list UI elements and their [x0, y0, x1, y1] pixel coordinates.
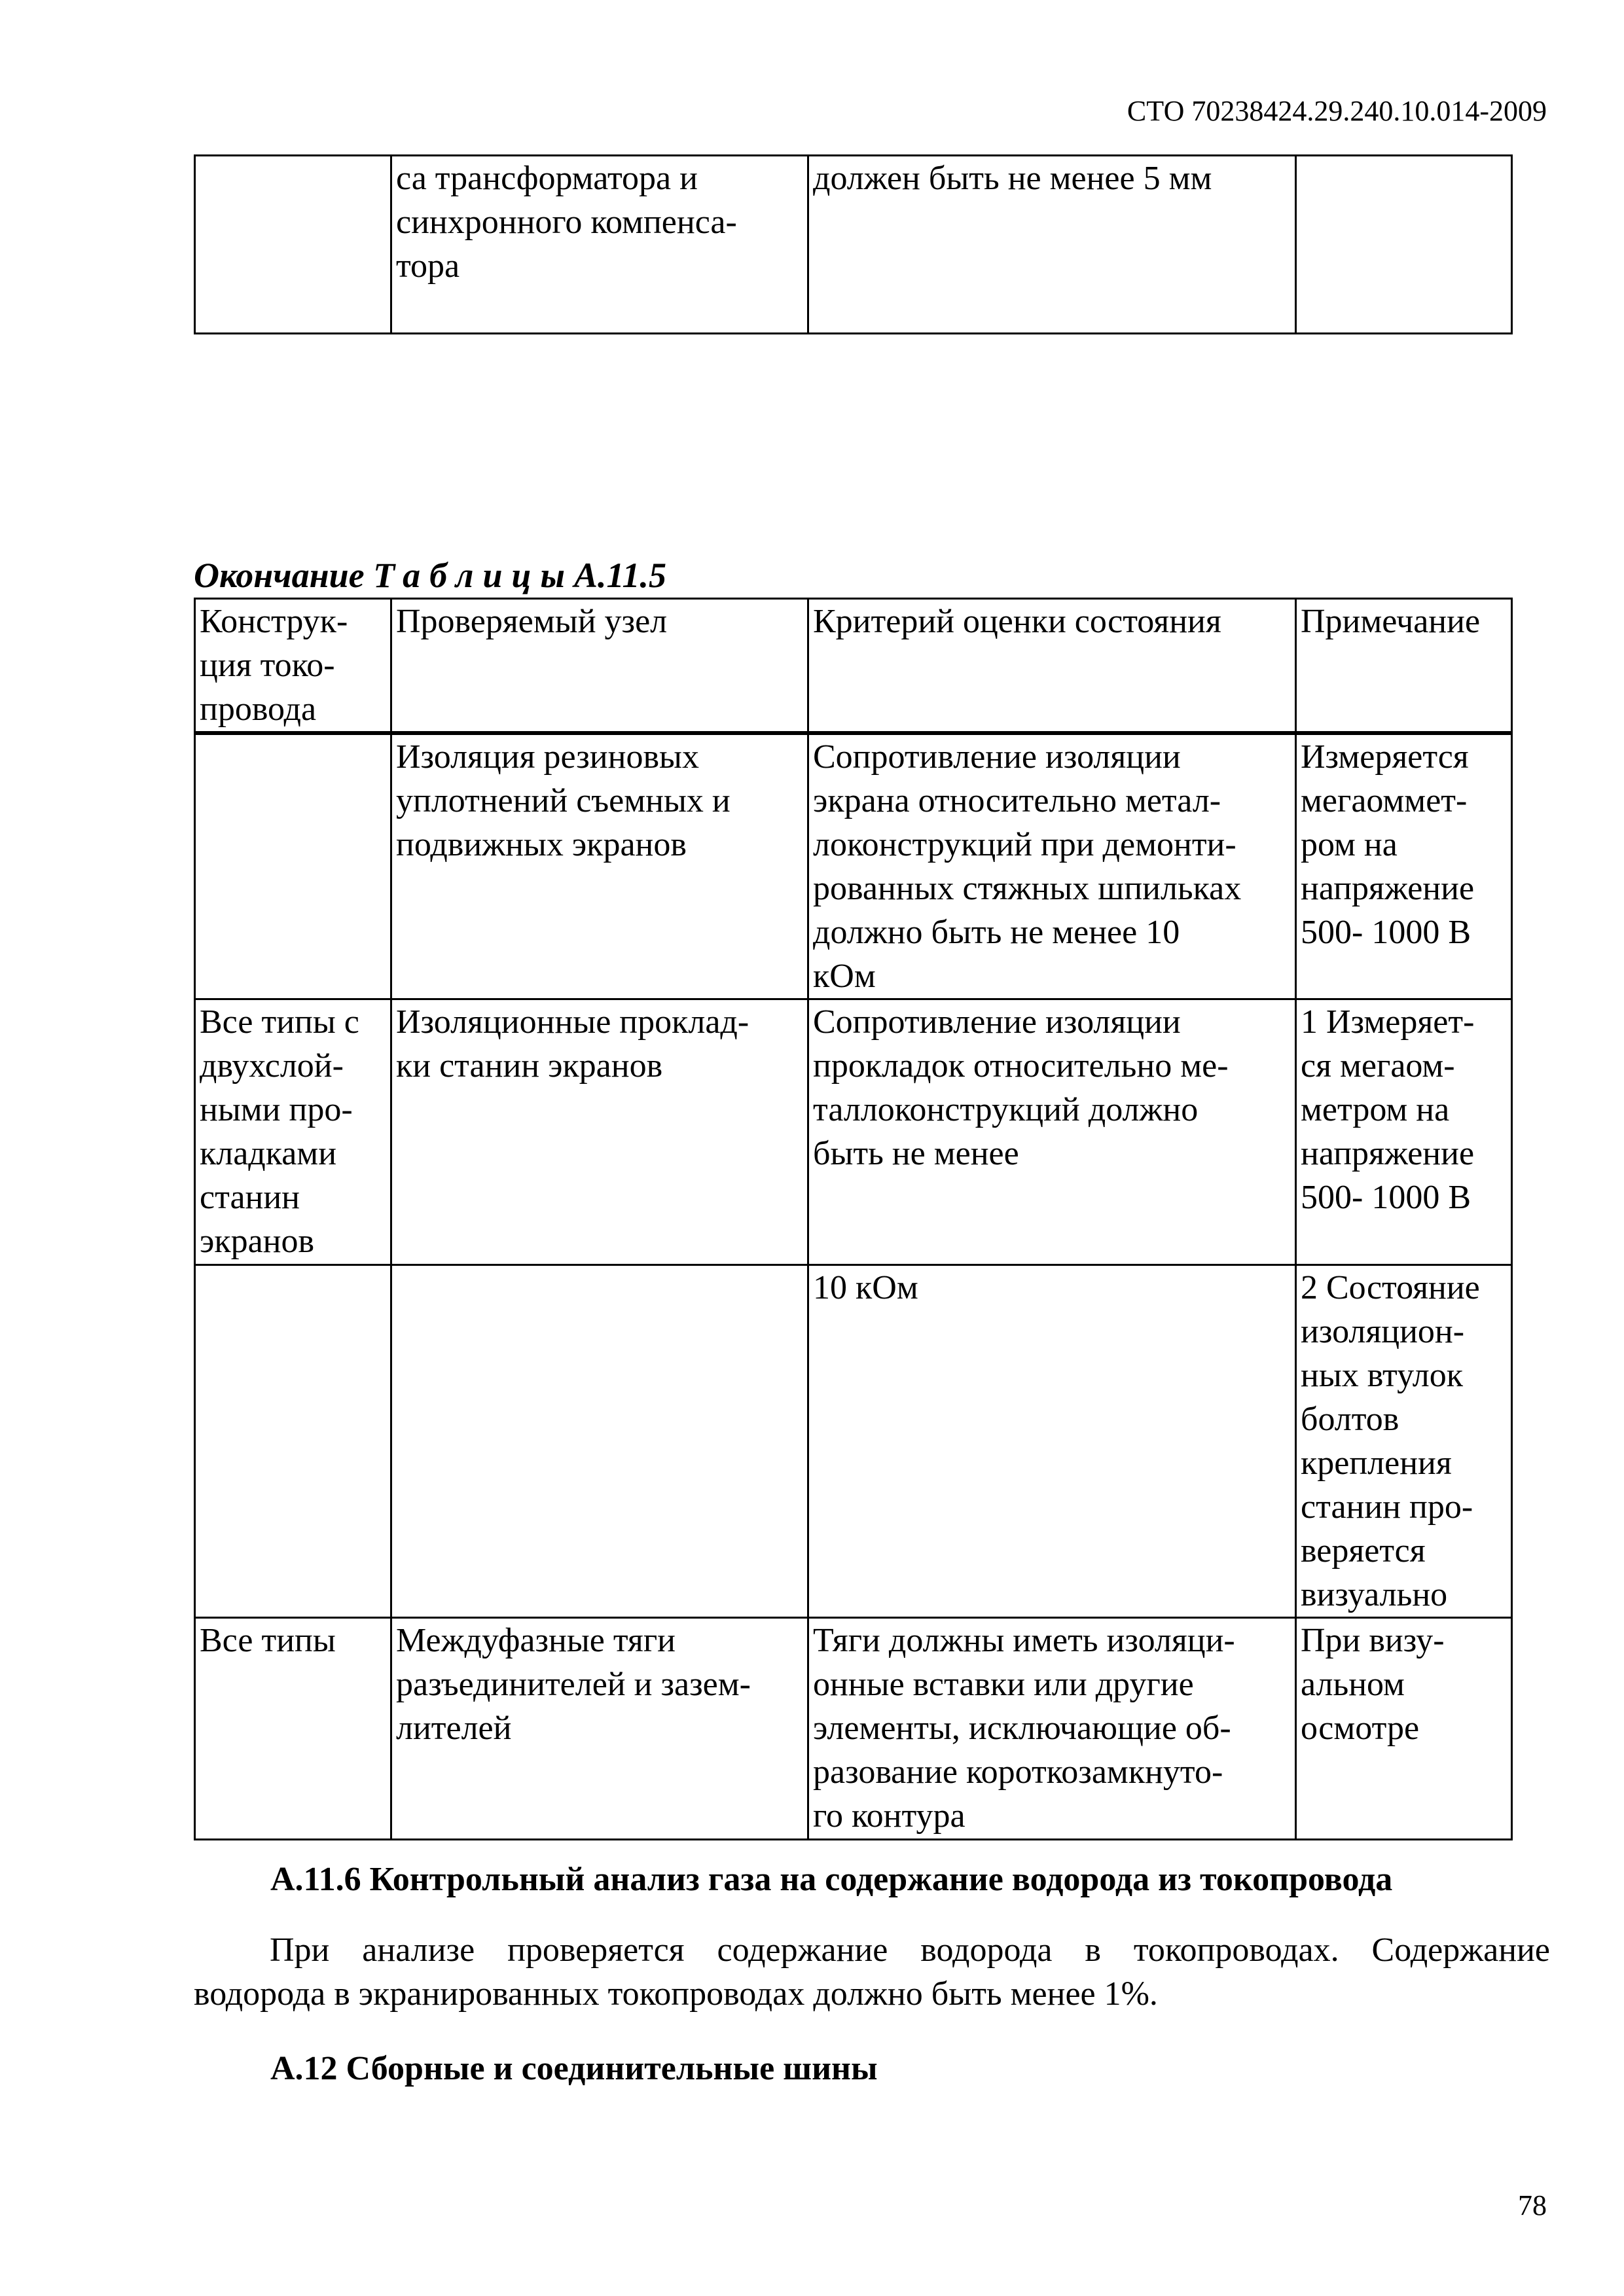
table-cell [391, 1265, 808, 1618]
cell-text-line: лителей [396, 1710, 512, 1747]
cell-text-line: 500- 1000 В [1301, 914, 1471, 951]
table-header-row [195, 599, 1512, 734]
section-heading-a12: А.12 Сборные и соединительные шины [270, 2050, 878, 2087]
caption-number: А.11.5 [574, 556, 667, 595]
cell-text-line: Сопротивление изоляции [813, 1003, 1181, 1041]
table-a11-5 [194, 598, 1513, 1840]
table-row [195, 1618, 1512, 1840]
table-cell [808, 1265, 1296, 1618]
cell-text-line: Междуфазные тяги [396, 1622, 676, 1659]
cell-text-line: Измеряется [1301, 738, 1469, 776]
cell-text-line: уплотнений съемных и [396, 782, 731, 819]
table-cell [1296, 1618, 1512, 1840]
table-cell [195, 1265, 391, 1618]
cell-text-line: Все типы с [200, 1003, 359, 1041]
section-heading-a11-6: А.11.6 Контрольный анализ газа на содержание водорода из токопровода [270, 1861, 1393, 1898]
body-paragraph [194, 1928, 1550, 2016]
cell-text-line: Конструк- [200, 603, 348, 640]
table-row [195, 733, 1512, 999]
cell-text-line: изоляцион- [1301, 1313, 1465, 1350]
cell-text-line: ция токо- [200, 647, 335, 684]
cell-text-line: веряется [1301, 1532, 1426, 1570]
table-cell [808, 1618, 1296, 1840]
table-cell [391, 156, 808, 334]
cell-text-line: экранов [200, 1223, 315, 1260]
cell-text-line: визуально [1301, 1576, 1448, 1613]
table-cell [195, 156, 391, 334]
cell-text-line: 1 Измеряет- [1301, 1003, 1475, 1041]
table-cell [1296, 999, 1512, 1265]
cell-text-line: прокладок относительно ме- [813, 1047, 1229, 1085]
cell-text-line: разование короткозамкнуто- [813, 1753, 1223, 1791]
cell-text-line: двухслой- [200, 1047, 344, 1085]
table-cell [1296, 733, 1512, 999]
caption-word: Таблицы [373, 556, 575, 595]
caption-prefix: Окончание [194, 556, 365, 595]
cell-text-line: тора [396, 247, 460, 285]
table-row [195, 1265, 1512, 1618]
page-number: 78 [1518, 2189, 1547, 2221]
table-cell [195, 1618, 391, 1840]
cell-text-line: ных втулок [1301, 1357, 1463, 1394]
cell-text-line: осмотре [1301, 1710, 1420, 1747]
cell-text-line: Сопротивление изоляции [813, 738, 1181, 776]
continued-table [194, 154, 1513, 334]
header-cell-construction [195, 599, 391, 734]
cell-text-line: го контура [813, 1797, 965, 1835]
cell-text-line: кладками [200, 1135, 337, 1172]
table-row [195, 156, 1512, 334]
cell-text-line: крепления [1301, 1444, 1452, 1482]
cell-text-line: станин про- [1301, 1488, 1473, 1526]
cell-text-line: синхронного компенса- [396, 204, 737, 241]
cell-text-line: болтов [1301, 1401, 1399, 1438]
cell-text-line: Критерий оценки состояния [813, 603, 1221, 640]
cell-text-line: ся мегаом- [1301, 1047, 1455, 1085]
cell-text-line: Изоляция резиновых [396, 738, 699, 776]
cell-text-line: напряжение [1301, 1135, 1475, 1172]
cell-text-line: таллоконструкций должно [813, 1091, 1199, 1128]
cell-text-line: должен быть не менее 5 мм [813, 160, 1212, 197]
table-cell [391, 999, 808, 1265]
cell-text-line: 10 кОм [813, 1269, 918, 1306]
cell-text-line: должно быть не менее 10 [813, 914, 1180, 951]
paragraph-line: водорода в экранированных токопроводах должно быть менее 1%. [194, 1975, 1158, 2013]
table-cell [808, 999, 1296, 1265]
cell-text-line: элементы, исключающие об- [813, 1710, 1231, 1747]
cell-text-line: ки станин экранов [396, 1047, 663, 1085]
cell-text-line: быть не менее [813, 1135, 1019, 1172]
cell-text-line: Проверяемый узел [396, 603, 668, 640]
paragraph-line: При анализе проверяется содержание водорода в токопроводах. Содержание [270, 1931, 1550, 1969]
table-cell [391, 733, 808, 999]
document-code: СТО 70238424.29.240.10.014-2009 [1127, 95, 1547, 127]
cell-text-line: ром на [1301, 826, 1398, 863]
cell-text-line: разъединителей и зазем- [396, 1666, 751, 1703]
table-cell [808, 733, 1296, 999]
table-cell [391, 1618, 808, 1840]
header-cell-criterion [808, 599, 1296, 734]
table-caption [194, 558, 666, 593]
cell-text-line: рованных стяжных шпильках [813, 870, 1242, 907]
table-cell [195, 733, 391, 999]
table-cell [195, 999, 391, 1265]
cell-text-line: са трансформатора и [396, 160, 698, 197]
cell-text-line: 500- 1000 В [1301, 1179, 1471, 1216]
table-cell [808, 156, 1296, 334]
header-cell-note [1296, 599, 1512, 734]
cell-text-line: ными про- [200, 1091, 353, 1128]
cell-text-line: экрана относительно метал- [813, 782, 1221, 819]
cell-text-line: подвижных экранов [396, 826, 687, 863]
cell-text-line: кОм [813, 958, 876, 995]
header-cell-checked-unit [391, 599, 808, 734]
table-row [195, 999, 1512, 1265]
table-cell [1296, 1265, 1512, 1618]
cell-text-line: Тяги должны иметь изоляци- [813, 1622, 1235, 1659]
cell-text-line: мегаоммет- [1301, 782, 1468, 819]
cell-text-line: онные вставки или другие [813, 1666, 1194, 1703]
cell-text-line: 2 Состояние [1301, 1269, 1480, 1306]
cell-text-line: Примечание [1301, 603, 1481, 640]
cell-text-line: метром на [1301, 1091, 1450, 1128]
cell-text-line: альном [1301, 1666, 1405, 1703]
table-cell [1296, 156, 1512, 334]
cell-text-line: локонструкций при демонти- [813, 826, 1236, 863]
cell-text-line: Все типы [200, 1622, 336, 1659]
cell-text-line: станин [200, 1179, 300, 1216]
cell-text-line: провода [200, 691, 317, 728]
cell-text-line: При визу- [1301, 1622, 1445, 1659]
cell-text-line: Изоляционные проклад- [396, 1003, 749, 1041]
cell-text-line: напряжение [1301, 870, 1475, 907]
